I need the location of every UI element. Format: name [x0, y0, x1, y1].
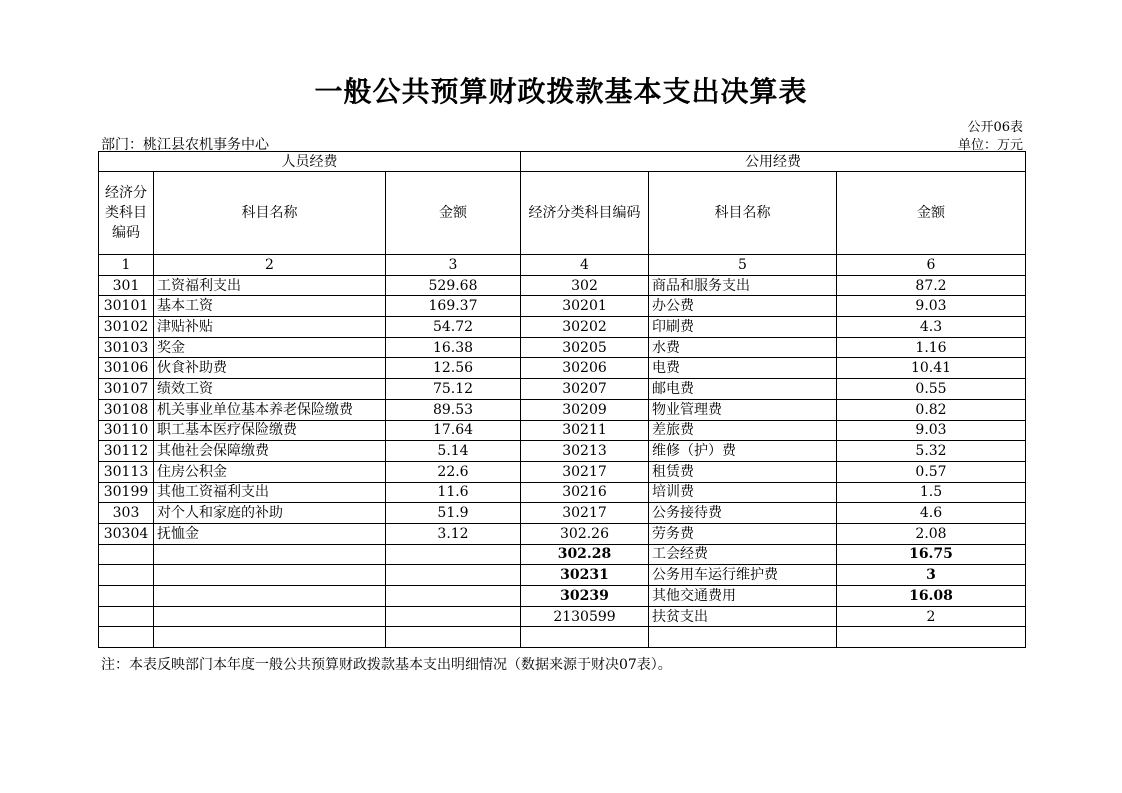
cell-g-amount: 5.32 — [837, 441, 1026, 462]
header-p-amount: 金额 — [386, 172, 521, 255]
cell-p-amount: 22.6 — [386, 461, 521, 482]
group-personnel: 人员经费 — [99, 152, 521, 172]
cell-p-amount: 16.38 — [386, 337, 521, 358]
cell-g-amount: 4.6 — [837, 503, 1026, 524]
col-number: 4 — [521, 255, 649, 276]
cell-p-code — [99, 627, 154, 648]
group-header-row — [99, 152, 1026, 172]
cell-g-name: 水费 — [649, 337, 837, 358]
footnote: 注：本表反映部门本年度一般公共预算财政拨款基本支出明细情况（数据来源于财决07表）。 — [101, 657, 672, 673]
cell-p-name: 抚恤金 — [154, 523, 386, 544]
cell-p-amount: 529.68 — [386, 275, 521, 296]
cell-g-name: 扶贫支出 — [649, 606, 837, 627]
cell-g-code: 30216 — [521, 482, 649, 503]
cell-g-code: 30217 — [521, 503, 649, 524]
cell-p-name: 绩效工资 — [154, 379, 386, 400]
cell-g-name: 商品和服务支出 — [649, 275, 837, 296]
page-title: 一般公共预算财政拨款基本支出决算表 — [314, 75, 808, 108]
cell-g-amount: 2 — [837, 606, 1026, 627]
cell-g-code: 30205 — [521, 337, 649, 358]
cell-g-amount: 0.55 — [837, 379, 1026, 400]
cell-g-amount: 9.03 — [837, 296, 1026, 317]
cell-p-code — [99, 586, 154, 607]
table-row — [99, 523, 1026, 544]
cell-p-code: 30107 — [99, 379, 154, 400]
cell-g-name: 租赁费 — [649, 461, 837, 482]
cell-g-code: 30202 — [521, 317, 649, 338]
table-row — [99, 441, 1026, 462]
cell-p-amount: 5.14 — [386, 441, 521, 462]
cell-p-amount — [386, 565, 521, 586]
cell-p-name: 职工基本医疗保险缴费 — [154, 420, 386, 441]
department-label: 部门：桃江县农机事务中心 — [101, 137, 269, 153]
cell-g-amount: 1.5 — [837, 482, 1026, 503]
cell-p-code: 30102 — [99, 317, 154, 338]
cell-p-code — [99, 565, 154, 586]
form-code-label: 公开06表 — [967, 120, 1023, 135]
cell-g-amount: 3 — [837, 565, 1026, 586]
header-p-name: 科目名称 — [154, 172, 386, 255]
cell-p-name — [154, 544, 386, 565]
table-row — [99, 399, 1026, 420]
table-row — [99, 337, 1026, 358]
cell-p-amount: 169.37 — [386, 296, 521, 317]
cell-g-code: 2130599 — [521, 606, 649, 627]
col-number: 1 — [99, 255, 154, 276]
cell-g-name: 印刷费 — [649, 317, 837, 338]
cell-p-code: 30112 — [99, 441, 154, 462]
cell-p-amount: 12.56 — [386, 358, 521, 379]
table-row — [99, 586, 1026, 607]
cell-p-code — [99, 606, 154, 627]
cell-p-name: 其他工资福利支出 — [154, 482, 386, 503]
cell-g-amount: 2.08 — [837, 523, 1026, 544]
cell-p-name: 伙食补助费 — [154, 358, 386, 379]
cell-g-code: 30207 — [521, 379, 649, 400]
cell-g-code: 302.26 — [521, 523, 649, 544]
cell-p-code: 30113 — [99, 461, 154, 482]
cell-p-code: 303 — [99, 503, 154, 524]
cell-p-amount: 54.72 — [386, 317, 521, 338]
cell-g-name: 办公费 — [649, 296, 837, 317]
cell-p-code: 30304 — [99, 523, 154, 544]
table-row — [99, 461, 1026, 482]
cell-g-code: 302.28 — [521, 544, 649, 565]
header-p-code: 经济分类科目编码 — [99, 172, 154, 255]
cell-g-name: 培训费 — [649, 482, 837, 503]
cell-p-amount: 17.64 — [386, 420, 521, 441]
column-number-row — [99, 255, 1026, 276]
cell-g-code: 30231 — [521, 565, 649, 586]
cell-g-name: 公务用车运行维护费 — [649, 565, 837, 586]
cell-g-code: 30217 — [521, 461, 649, 482]
cell-p-name — [154, 565, 386, 586]
cell-p-name: 奖金 — [154, 337, 386, 358]
cell-p-name — [154, 586, 386, 607]
table-row — [99, 544, 1026, 565]
expenditure-table — [98, 151, 1026, 648]
cell-p-code: 30103 — [99, 337, 154, 358]
cell-p-name: 机关事业单位基本养老保险缴费 — [154, 399, 386, 420]
cell-g-name: 其他交通费用 — [649, 586, 837, 607]
cell-p-name: 津贴补贴 — [154, 317, 386, 338]
col-number: 6 — [837, 255, 1026, 276]
cell-p-amount — [386, 627, 521, 648]
table-row — [99, 503, 1026, 524]
cell-p-code: 30199 — [99, 482, 154, 503]
cell-p-amount: 89.53 — [386, 399, 521, 420]
cell-p-name: 基本工资 — [154, 296, 386, 317]
unit-label: 单位：万元 — [957, 138, 1023, 153]
col-number: 2 — [154, 255, 386, 276]
table-row — [99, 358, 1026, 379]
cell-p-code: 30110 — [99, 420, 154, 441]
cell-g-amount: 10.41 — [837, 358, 1026, 379]
cell-p-code — [99, 544, 154, 565]
col-number: 5 — [649, 255, 837, 276]
cell-p-amount — [386, 544, 521, 565]
table-row — [99, 379, 1026, 400]
cell-g-amount — [837, 627, 1026, 648]
cell-p-amount: 75.12 — [386, 379, 521, 400]
cell-g-code: 30206 — [521, 358, 649, 379]
cell-g-code: 30213 — [521, 441, 649, 462]
cell-g-amount: 87.2 — [837, 275, 1026, 296]
cell-p-amount: 51.9 — [386, 503, 521, 524]
cell-g-amount: 0.82 — [837, 399, 1026, 420]
cell-p-name: 其他社会保障缴费 — [154, 441, 386, 462]
cell-g-code — [521, 627, 649, 648]
cell-g-name — [649, 627, 837, 648]
cell-g-code: 30209 — [521, 399, 649, 420]
cell-g-code: 302 — [521, 275, 649, 296]
table-row — [99, 420, 1026, 441]
cell-g-name: 物业管理费 — [649, 399, 837, 420]
cell-p-code: 30101 — [99, 296, 154, 317]
table-row — [99, 317, 1026, 338]
cell-g-name: 公务接待费 — [649, 503, 837, 524]
table-row — [99, 296, 1026, 317]
cell-g-amount: 16.08 — [837, 586, 1026, 607]
cell-p-name: 住房公积金 — [154, 461, 386, 482]
cell-p-name: 对个人和家庭的补助 — [154, 503, 386, 524]
cell-g-name: 维修（护）费 — [649, 441, 837, 462]
cell-g-amount: 1.16 — [837, 337, 1026, 358]
table-row — [99, 627, 1026, 648]
cell-p-amount: 3.12 — [386, 523, 521, 544]
cell-p-amount — [386, 586, 521, 607]
cell-p-amount: 11.6 — [386, 482, 521, 503]
cell-p-amount — [386, 606, 521, 627]
cell-g-amount: 9.03 — [837, 420, 1026, 441]
cell-p-name — [154, 627, 386, 648]
cell-g-name: 邮电费 — [649, 379, 837, 400]
cell-p-code: 301 — [99, 275, 154, 296]
table-row — [99, 606, 1026, 627]
cell-g-name: 电费 — [649, 358, 837, 379]
cell-g-code: 30201 — [521, 296, 649, 317]
cell-p-code: 30106 — [99, 358, 154, 379]
header-g-amount: 金额 — [837, 172, 1026, 255]
cell-g-amount: 0.57 — [837, 461, 1026, 482]
cell-g-name: 劳务费 — [649, 523, 837, 544]
table-row — [99, 565, 1026, 586]
cell-p-name — [154, 606, 386, 627]
table-row — [99, 275, 1026, 296]
cell-g-code: 30239 — [521, 586, 649, 607]
column-header-row — [99, 172, 1026, 255]
cell-g-name: 工会经费 — [649, 544, 837, 565]
cell-p-code: 30108 — [99, 399, 154, 420]
table-row — [99, 482, 1026, 503]
cell-g-amount: 4.3 — [837, 317, 1026, 338]
header-g-name: 科目名称 — [649, 172, 837, 255]
cell-g-code: 30211 — [521, 420, 649, 441]
cell-g-name: 差旅费 — [649, 420, 837, 441]
header-g-code: 经济分类科目编码 — [521, 172, 649, 255]
col-number: 3 — [386, 255, 521, 276]
cell-p-name: 工资福利支出 — [154, 275, 386, 296]
group-public: 公用经费 — [521, 152, 1026, 172]
cell-g-amount: 16.75 — [837, 544, 1026, 565]
